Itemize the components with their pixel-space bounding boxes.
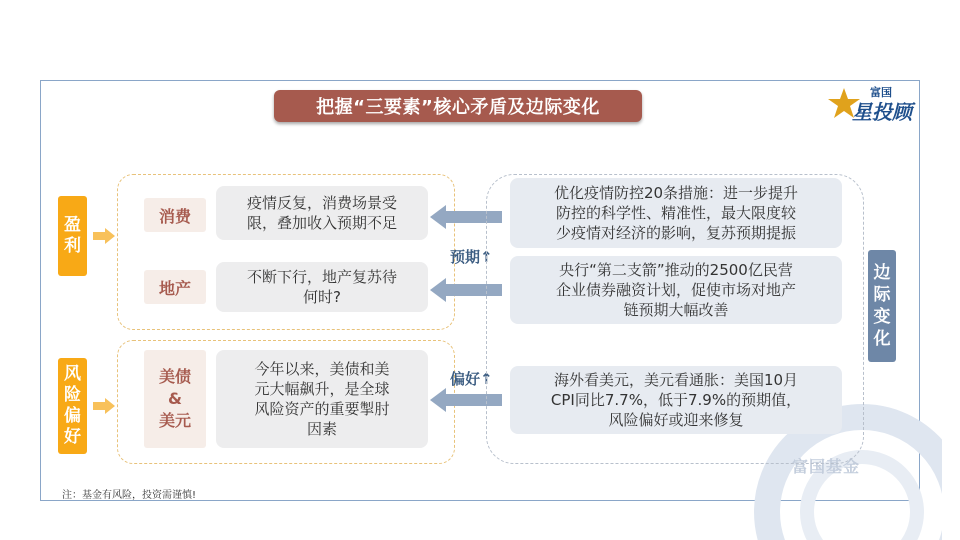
risk-tag-char: 好	[64, 427, 81, 447]
desc-line: 风险资产的重要掣肘	[254, 400, 390, 418]
desc-line: 限，叠加收入预期不足	[246, 214, 397, 232]
covid-policy-info	[510, 178, 842, 248]
category-usd	[144, 350, 206, 448]
category-usd-line: 美元	[158, 411, 191, 430]
right-arrow-icon	[93, 398, 115, 414]
info-line: 防控的科学性、精准性，最大限度较	[555, 204, 796, 222]
info-line: 少疫情对经济的影响，复苏预期提振	[555, 224, 796, 242]
risk-note: 注：基金有风险，投资需谨慎!	[62, 490, 197, 501]
marginal-change-tag	[868, 250, 896, 362]
info-line: 央行“第二支箭”推动的2500亿民营	[559, 261, 793, 279]
category-consumption: 消费	[144, 198, 206, 232]
desc-line: 何时?	[303, 288, 341, 306]
risk-tag-char: 偏	[64, 406, 81, 426]
info-line: 风险偏好或迎来修复	[608, 411, 744, 429]
desc-line: 元大幅飙升，是全球	[254, 380, 390, 398]
expectation-label: 预期↑	[450, 248, 493, 266]
central-bank-info	[510, 256, 842, 324]
risk-tag-char: 险	[64, 385, 81, 405]
consumption-desc	[216, 186, 428, 240]
profit-tag	[58, 196, 87, 276]
risk-tag-char: 风	[64, 364, 81, 384]
desc-line: 疫情反复，消费场景受	[246, 194, 397, 212]
info-line: CPI同比7.7%，低于7.9%的预期值，	[550, 391, 802, 409]
marginal-tag-char: 际	[873, 285, 891, 305]
desc-line: 因素	[306, 420, 337, 438]
usd-desc	[216, 350, 428, 448]
page-title: 把握“三要素”核心矛盾及边际变化	[274, 90, 642, 122]
desc-line: 今年以来，美债和美	[254, 360, 390, 378]
logo-top-text: 富国	[870, 86, 892, 99]
info-line: 链预期大幅改善	[623, 301, 729, 319]
info-line: 海外看美元，美元看通胀：美国10月	[553, 371, 799, 389]
profit-tag-char: 利	[64, 236, 81, 256]
watermark-text: 富国基金	[792, 457, 861, 476]
risk-tag	[58, 358, 87, 454]
info-line: 企业债券融资计划，促使市场对地产	[555, 281, 796, 299]
brand-logo	[826, 82, 912, 126]
preference-label: 偏好↑	[450, 370, 493, 388]
property-desc	[216, 262, 428, 312]
logo-main-text: 星投顾	[852, 100, 912, 124]
right-arrow-icon	[93, 228, 115, 244]
category-usd-line: &	[168, 389, 182, 408]
us-cpi-info	[510, 366, 842, 434]
category-usd-line: 美债	[158, 367, 191, 386]
marginal-tag-char: 化	[873, 329, 891, 349]
marginal-tag-char: 边	[873, 263, 891, 283]
marginal-tag-char: 变	[873, 307, 891, 327]
profit-tag-char: 盈	[64, 215, 81, 235]
desc-line: 不断下行，地产复苏待	[246, 268, 397, 286]
info-line: 优化疫情防控20条措施：进一步提升	[553, 184, 799, 202]
category-property: 地产	[144, 270, 206, 304]
